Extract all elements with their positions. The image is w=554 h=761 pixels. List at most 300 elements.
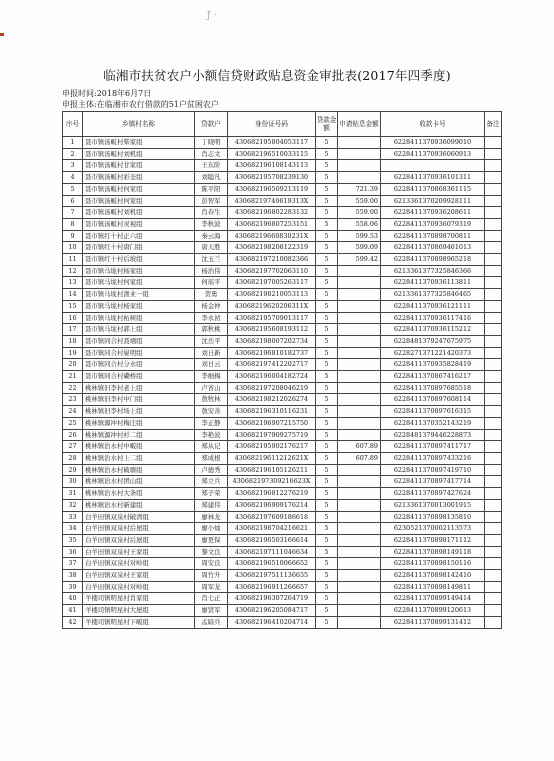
row-subsidy-amount <box>338 289 381 301</box>
row-id-number: 430682196807253151 <box>228 218 316 230</box>
row-remark <box>485 335 502 347</box>
row-id-number: 430682197210082366 <box>228 254 316 266</box>
table-row <box>63 581 502 593</box>
row-group: 聂市镇汤畈村柴家组 <box>83 137 195 149</box>
row-borrower: 肖七正 <box>195 593 228 605</box>
row-seq: 39 <box>63 581 83 593</box>
table-row <box>63 616 502 628</box>
row-borrower: 肖志文 <box>195 148 228 160</box>
header-borrower: 贷款户 <box>195 112 228 137</box>
row-seq: 29 <box>63 464 83 476</box>
row-id-number: 430682197412202717 <box>228 359 316 371</box>
row-group: 聂市镇马垅村柘树组 <box>83 312 195 324</box>
row-remark <box>485 312 502 324</box>
table-row <box>63 464 502 476</box>
row-subsidy-amount <box>338 605 381 617</box>
row-id-number: 430682197111046634 <box>228 546 316 558</box>
row-loan-amount: 5 <box>316 593 338 605</box>
row-id-number: 430682196310116231 <box>228 406 316 418</box>
row-seq: 9 <box>63 230 83 242</box>
row-subsidy-amount <box>338 417 381 429</box>
row-borrower: 唐天胜 <box>195 242 228 254</box>
row-group: 桃林镇旧李村中门组 <box>83 394 195 406</box>
row-group: 羊楼司镇明星村大屋组 <box>83 605 195 617</box>
row-group: 桃林镇旧李村老上组 <box>83 382 195 394</box>
row-remark <box>485 195 502 207</box>
row-card-number: 6228411370898171112 <box>381 534 485 546</box>
row-seq: 33 <box>63 511 83 523</box>
row-remark <box>485 499 502 511</box>
row-borrower: 郑从记 <box>195 441 228 453</box>
row-card-number: 6228481379446228873 <box>381 429 485 441</box>
row-loan-amount: 5 <box>316 172 338 184</box>
page-title: 临湘市扶贫农户小额信贷财政贴息资金审批表(2017年四季度) <box>103 68 451 83</box>
row-subsidy-amount: 559.00 <box>338 207 381 219</box>
row-subsidy-amount <box>338 382 381 394</box>
table-row <box>63 218 502 230</box>
row-seq: 27 <box>63 441 83 453</box>
row-borrower: 敖安善 <box>195 406 228 418</box>
row-subsidy-amount <box>338 511 381 523</box>
row-seq: 37 <box>63 558 83 570</box>
report-subject: 申报主体:在临湘市农行借款的51户贫困农户 <box>62 100 219 109</box>
row-subsidy-amount <box>338 546 381 558</box>
table-row <box>63 335 502 347</box>
row-remark <box>485 534 502 546</box>
row-loan-amount: 5 <box>316 195 338 207</box>
row-group: 白羊田镇双泉村后屋组 <box>83 523 195 535</box>
row-card-number: 6228411370897419710 <box>381 464 485 476</box>
row-remark <box>485 265 502 277</box>
row-borrower: 肖春生 <box>195 207 228 219</box>
table-row <box>63 558 502 570</box>
row-subsidy-amount <box>338 616 381 628</box>
row-seq: 14 <box>63 289 83 301</box>
table-row <box>63 265 502 277</box>
table-row <box>63 230 502 242</box>
row-remark <box>485 511 502 523</box>
row-seq: 40 <box>63 593 83 605</box>
table-row <box>63 394 502 406</box>
table-row <box>63 371 502 383</box>
row-group: 羊楼司镇明星村下畈组 <box>83 616 195 628</box>
row-seq: 24 <box>63 406 83 418</box>
row-borrower: 陈平阳 <box>195 183 228 195</box>
row-seq: 20 <box>63 359 83 371</box>
row-seq: 22 <box>63 382 83 394</box>
row-id-number: 430682196108143113 <box>228 160 316 172</box>
row-remark <box>485 546 502 558</box>
row-remark <box>485 137 502 149</box>
row-remark <box>485 359 502 371</box>
row-id-number: 430682196503166614 <box>228 534 316 546</box>
row-remark <box>485 616 502 628</box>
row-loan-amount: 5 <box>316 417 338 429</box>
row-id-number: 430682197005263117 <box>228 277 316 289</box>
row-card-number: 6228411370936121111 <box>381 300 485 312</box>
row-borrower: 沈岳平 <box>195 335 228 347</box>
table-row <box>63 207 502 219</box>
row-seq: 28 <box>63 452 83 464</box>
row-subsidy-amount <box>338 523 381 535</box>
row-id-number: 430682196812276219 <box>228 488 316 500</box>
row-seq: 23 <box>63 394 83 406</box>
row-borrower: 孟暗兵 <box>195 616 228 628</box>
row-subsidy-amount: 599.53 <box>338 230 381 242</box>
row-group: 白羊田镇双泉村王家组 <box>83 546 195 558</box>
row-id-number: 430682196909176214 <box>228 499 316 511</box>
row-subsidy-amount <box>338 488 381 500</box>
row-loan-amount: 5 <box>316 265 338 277</box>
row-subsidy-amount <box>338 347 381 359</box>
row-card-number: 6228411370898142410 <box>381 570 485 582</box>
row-borrower: 李永初 <box>195 312 228 324</box>
table-row <box>63 593 502 605</box>
row-group: 白羊田镇双泉村破湾组 <box>83 511 195 523</box>
row-subsidy-amount <box>338 406 381 418</box>
row-remark <box>485 347 502 359</box>
row-group: 聂市镇汤畈村彩奎组 <box>83 172 195 184</box>
row-loan-amount: 5 <box>316 335 338 347</box>
row-borrower: 杨治伟 <box>195 265 228 277</box>
row-id-number: 430682195902176217 <box>228 441 316 453</box>
table-row <box>63 172 502 184</box>
row-group: 聂市镇汤畈村甘家组 <box>83 160 195 172</box>
row-card-number: 6228411370868361115 <box>381 183 485 195</box>
row-subsidy-amount: 599.42 <box>338 254 381 266</box>
table-row <box>63 242 502 254</box>
row-seq: 2 <box>63 148 83 160</box>
row-card-number: 6228411370897411717 <box>381 441 485 453</box>
row-subsidy-amount: 607.89 <box>338 441 381 453</box>
row-subsidy-amount <box>338 277 381 289</box>
row-id-number: 430682198704216621 <box>228 523 316 535</box>
row-loan-amount: 5 <box>316 160 338 172</box>
row-card-number: 6228411370897417714 <box>381 476 485 488</box>
row-remark <box>485 570 502 582</box>
row-seq: 25 <box>63 417 83 429</box>
row-group: 桃林镇治水村破塘组 <box>83 464 195 476</box>
table-row <box>63 382 502 394</box>
row-group: 聂市镇马垅村杨家组 <box>83 265 195 277</box>
row-card-number: 6228411370897608114 <box>381 394 485 406</box>
row-loan-amount: 5 <box>316 499 338 511</box>
table-row <box>63 546 502 558</box>
row-remark <box>485 429 502 441</box>
row-remark <box>485 218 502 230</box>
row-seq: 31 <box>63 488 83 500</box>
row-remark <box>485 148 502 160</box>
row-id-number: 43068219660830231X <box>228 230 316 242</box>
row-loan-amount: 5 <box>316 452 338 464</box>
row-seq: 1 <box>63 137 83 149</box>
row-seq: 26 <box>63 429 83 441</box>
row-subsidy-amount <box>338 581 381 593</box>
row-remark <box>485 605 502 617</box>
row-card-number: 6228411370898149118 <box>381 546 485 558</box>
row-seq: 4 <box>63 172 83 184</box>
row-group: 聂市镇同合村磡桥组 <box>83 371 195 383</box>
row-group: 聂市镇马垅村渔业一组 <box>83 289 195 301</box>
table-row <box>63 347 502 359</box>
row-remark <box>485 183 502 195</box>
row-subsidy-amount <box>338 312 381 324</box>
row-seq: 6 <box>63 195 83 207</box>
table-row <box>63 289 502 301</box>
row-id-number: 430682197208046219 <box>228 382 316 394</box>
row-seq: 18 <box>63 335 83 347</box>
row-seq: 19 <box>63 347 83 359</box>
row-id-number: 430682196509213119 <box>228 183 316 195</box>
row-id-number: 430682195709013117 <box>228 312 316 324</box>
row-id-number: 430682197702063110 <box>228 265 316 277</box>
row-loan-amount: 5 <box>316 183 338 195</box>
row-loan-amount: 5 <box>316 137 338 149</box>
row-group: 桃林镇治水村大条组 <box>83 488 195 500</box>
row-loan-amount: 5 <box>316 476 338 488</box>
row-borrower: 刘聪凡 <box>195 172 228 184</box>
row-remark <box>485 371 502 383</box>
row-card-number: 6228411370898150116 <box>381 558 485 570</box>
row-loan-amount: 5 <box>316 488 338 500</box>
row-remark <box>485 394 502 406</box>
row-borrower: 刘日云 <box>195 359 228 371</box>
table-row <box>63 148 502 160</box>
row-card-number: 6228411370936113811 <box>381 277 485 289</box>
row-id-number: 430682196802283132 <box>228 207 316 219</box>
table-row <box>63 488 502 500</box>
row-remark <box>485 242 502 254</box>
row-card-number: 6228411370936079319 <box>381 218 485 230</box>
row-borrower: 贺勇 <box>195 289 228 301</box>
row-remark <box>485 488 502 500</box>
row-loan-amount: 5 <box>316 371 338 383</box>
row-card-number: 6228411370935828419 <box>381 359 485 371</box>
row-group: 桃林镇治水村新建组 <box>83 499 195 511</box>
row-id-number: 430682196004182724 <box>228 371 316 383</box>
row-card-number: 6228411370936117416 <box>381 312 485 324</box>
row-group: 白羊田镇双泉村对岭组 <box>83 558 195 570</box>
row-card-number: 6228411370897685518 <box>381 382 485 394</box>
table-row <box>63 534 502 546</box>
row-group: 聂市镇红十村正六组 <box>83 230 195 242</box>
row-loan-amount: 5 <box>316 581 338 593</box>
row-id-number: 430682196911266657 <box>228 581 316 593</box>
row-seq: 32 <box>63 499 83 511</box>
row-loan-amount: 5 <box>316 254 338 266</box>
row-group: 聂市镇红十村后坡组 <box>83 254 195 266</box>
row-subsidy-amount <box>338 558 381 570</box>
row-remark <box>485 593 502 605</box>
table-row <box>63 523 502 535</box>
row-group: 聂市镇马垅村郭上组 <box>83 324 195 336</box>
row-remark <box>485 523 502 535</box>
row-seq: 35 <box>63 534 83 546</box>
table-row <box>63 254 502 266</box>
subsidy-table <box>62 111 502 629</box>
row-remark <box>485 558 502 570</box>
row-seq: 38 <box>63 570 83 582</box>
row-id-number: 430682196510066652 <box>228 558 316 570</box>
row-card-number: 6228271371221420373 <box>381 347 485 359</box>
row-borrower: 杨金仲 <box>195 300 228 312</box>
row-borrower: 郑建伟 <box>195 499 228 511</box>
row-card-number: 6228411370899149414 <box>381 593 485 605</box>
row-id-number: 430682196810182737 <box>228 347 316 359</box>
row-id-number: 43068219620206311X <box>228 300 316 312</box>
row-subsidy-amount <box>338 593 381 605</box>
row-borrower: 郭秋桃 <box>195 324 228 336</box>
row-id-number: 430682197609186618 <box>228 511 316 523</box>
row-subsidy-amount <box>338 324 381 336</box>
row-subsidy-amount: 607.89 <box>338 452 381 464</box>
row-seq: 36 <box>63 546 83 558</box>
row-group: 聂市镇汤畈村刘机组 <box>83 148 195 160</box>
row-id-number: 430682196105126211 <box>228 464 316 476</box>
row-seq: 34 <box>63 523 83 535</box>
row-id-number: 43068219611212621X <box>228 452 316 464</box>
row-id-number: 430682196307264719 <box>228 593 316 605</box>
scan-edge-mark <box>0 33 4 36</box>
row-card-number: 6228411370897427624 <box>381 488 485 500</box>
row-group: 白羊田镇双泉村后屋组 <box>83 534 195 546</box>
row-remark <box>485 172 502 184</box>
row-card-number: 6228411370936060913 <box>381 148 485 160</box>
table-row <box>63 359 502 371</box>
row-card-number: 6228411370936115212 <box>381 324 485 336</box>
row-remark <box>485 452 502 464</box>
table-row <box>63 406 502 418</box>
row-borrower: 黎文良 <box>195 546 228 558</box>
row-group: 聂市镇红十村唐门组 <box>83 242 195 254</box>
row-subsidy-amount <box>338 300 381 312</box>
row-remark <box>485 581 502 593</box>
row-seq: 15 <box>63 300 83 312</box>
row-card-number <box>381 160 485 172</box>
header-id-number: 身份证号码 <box>228 112 316 137</box>
row-loan-amount: 5 <box>316 148 338 160</box>
row-subsidy-amount: 559.00 <box>338 195 381 207</box>
row-card-number: 6228411370867416217 <box>381 371 485 383</box>
row-card-number: 6228411370897433216 <box>381 452 485 464</box>
row-card-number: 6228411370869461013 <box>381 242 485 254</box>
table-row <box>63 417 502 429</box>
row-id-number: 430682196510033115 <box>228 148 316 160</box>
row-seq: 7 <box>63 207 83 219</box>
row-loan-amount: 5 <box>316 218 338 230</box>
row-borrower: 郑成根 <box>195 452 228 464</box>
row-loan-amount: 5 <box>316 558 338 570</box>
table-row <box>63 570 502 582</box>
row-card-number: 6228411370899131412 <box>381 616 485 628</box>
row-id-number: 430682197309216623X <box>228 476 316 488</box>
header-group: 乡镇村名称 <box>83 112 195 137</box>
row-borrower: 彭智军 <box>195 195 228 207</box>
row-seq: 3 <box>63 160 83 172</box>
table-row <box>63 511 502 523</box>
row-loan-amount: 5 <box>316 324 338 336</box>
row-loan-amount: 5 <box>316 359 338 371</box>
row-seq: 21 <box>63 371 83 383</box>
row-loan-amount: 5 <box>316 534 338 546</box>
row-remark <box>485 441 502 453</box>
row-loan-amount: 5 <box>316 605 338 617</box>
row-card-number: 6228411370898135810 <box>381 511 485 523</box>
row-id-number: 430682196205084717 <box>228 605 316 617</box>
report-date: 申报时间:2018年6月7日 <box>62 89 152 98</box>
row-borrower: 卢省山 <box>195 382 228 394</box>
header-subsidy-amount: 申请贴息金额 <box>338 112 381 137</box>
row-remark <box>485 417 502 429</box>
row-borrower: 刘日新 <box>195 347 228 359</box>
row-loan-amount: 5 <box>316 464 338 476</box>
row-loan-amount: 5 <box>316 312 338 324</box>
row-card-number: 6228411370936208611 <box>381 207 485 219</box>
row-loan-amount: 5 <box>316 230 338 242</box>
row-remark <box>485 464 502 476</box>
table-row <box>63 499 502 511</box>
row-subsidy-amount <box>338 265 381 277</box>
row-id-number: 430682196907215750 <box>228 417 316 429</box>
row-group: 桃林镇治水村上二组 <box>83 452 195 464</box>
row-group: 聂市镇同合村聂埇组 <box>83 335 195 347</box>
row-card-number: 6213361377325846366 <box>381 265 485 277</box>
row-subsidy-amount: 599.09 <box>338 242 381 254</box>
row-seq: 16 <box>63 312 83 324</box>
row-borrower: 丁晓明 <box>195 137 228 149</box>
table-row <box>63 605 502 617</box>
row-card-number: 6213361370013001915 <box>381 499 485 511</box>
row-seq: 11 <box>63 254 83 266</box>
row-seq: 42 <box>63 616 83 628</box>
row-seq: 12 <box>63 265 83 277</box>
row-seq: 10 <box>63 242 83 254</box>
table-row <box>63 312 502 324</box>
row-id-number: 430682197511136655 <box>228 570 316 582</box>
row-borrower: 李细梅 <box>195 371 228 383</box>
row-loan-amount: 5 <box>316 347 338 359</box>
row-borrower: 郑立兵 <box>195 476 228 488</box>
row-borrower: 郑子荣 <box>195 488 228 500</box>
row-borrower: 卢德秀 <box>195 464 228 476</box>
row-loan-amount: 5 <box>316 406 338 418</box>
row-card-number: 6228411370936099010 <box>381 137 485 149</box>
row-subsidy-amount <box>338 570 381 582</box>
row-borrower: 廖贤军 <box>195 605 228 617</box>
header-card-number: 收款卡号 <box>381 112 485 137</box>
header-loan-amount: 贷款金额 <box>316 112 338 137</box>
row-subsidy-amount <box>338 476 381 488</box>
row-loan-amount: 5 <box>316 441 338 453</box>
header-seq: 序号 <box>63 112 83 137</box>
row-group: 聂市镇汤畈村何家组 <box>83 183 195 195</box>
row-subsidy-amount <box>338 371 381 383</box>
row-seq: 30 <box>63 476 83 488</box>
row-card-number: 6228411370898965218 <box>381 254 485 266</box>
row-id-number: 430682198210053113 <box>228 289 316 301</box>
row-borrower: 何瑶平 <box>195 277 228 289</box>
row-id-number: 430682198212026274 <box>228 394 316 406</box>
header-remark: 备注 <box>485 112 502 137</box>
row-group: 桃林镇源冲村梅庄组 <box>83 417 195 429</box>
table-row <box>63 137 502 149</box>
row-card-number: 6213361377325846465 <box>381 289 485 301</box>
row-remark <box>485 277 502 289</box>
row-borrower: 李正静 <box>195 417 228 429</box>
row-group: 聂市镇马垅村何家组 <box>83 277 195 289</box>
table-row <box>63 476 502 488</box>
row-seq: 17 <box>63 324 83 336</box>
